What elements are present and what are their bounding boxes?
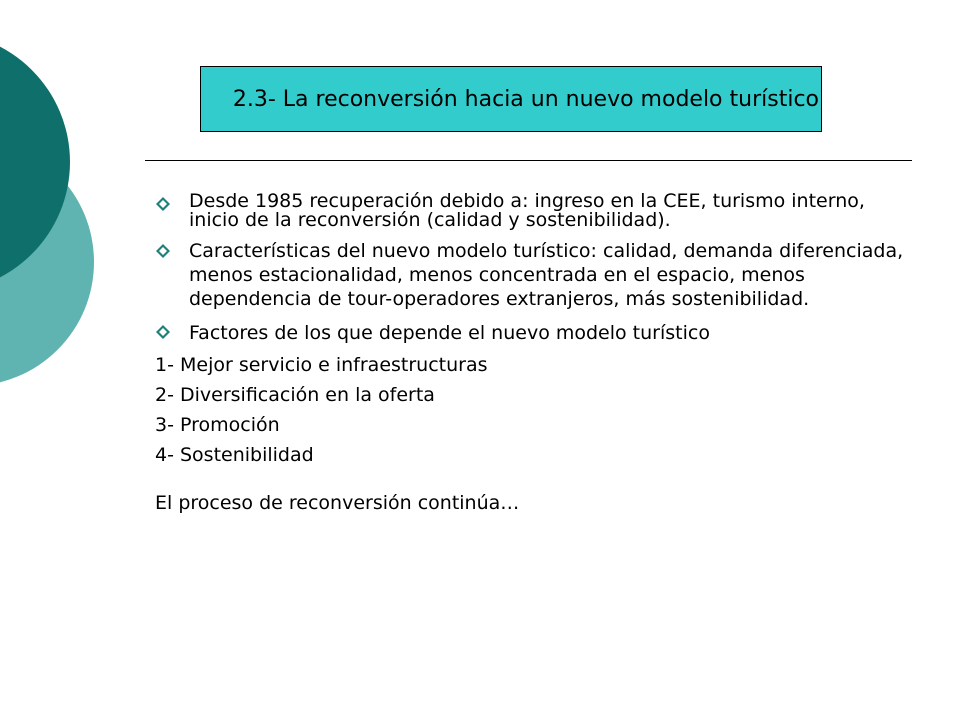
slide-title: 2.3- La reconversión hacia un nuevo modelo turístico: [232, 86, 819, 112]
slide-body: [155, 192, 915, 518]
factor-item: 2- Diversificación en la oferta: [155, 384, 435, 406]
bullet-item: [155, 239, 915, 311]
decorative-circles: [0, 0, 110, 400]
title-banner: [200, 66, 822, 132]
factor-item: 4- Sostenibilidad: [155, 444, 314, 466]
title-divider: [145, 160, 912, 161]
bullet-text: Desde 1985 recuperación debido a: ingreso en la CEE, turismo interno, inicio de la reconversión (calidad y sostenibilidad).: [189, 190, 865, 231]
bullet-item: [155, 192, 915, 230]
bullet-item: [155, 320, 915, 346]
closing-line: El proceso de reconversión continúa…: [155, 492, 520, 514]
bullet-text: Características del nuevo modelo turístico: calidad, demanda diferenciada, menos estacionalidad, menos concentrada en el espacio, menos dependencia de tour-operadores extranjeros, más sostenibilidad.: [189, 240, 904, 310]
hollow-square-bullet-icon: [155, 243, 171, 259]
hollow-square-bullet-icon: [155, 196, 171, 212]
bullet-text: Factores de los que depende el nuevo modelo turístico: [189, 322, 710, 344]
factor-item: 3- Promoción: [155, 414, 280, 436]
factor-item: 1- Mejor servicio e infraestructuras: [155, 354, 488, 376]
hollow-square-bullet-icon: [155, 324, 171, 340]
